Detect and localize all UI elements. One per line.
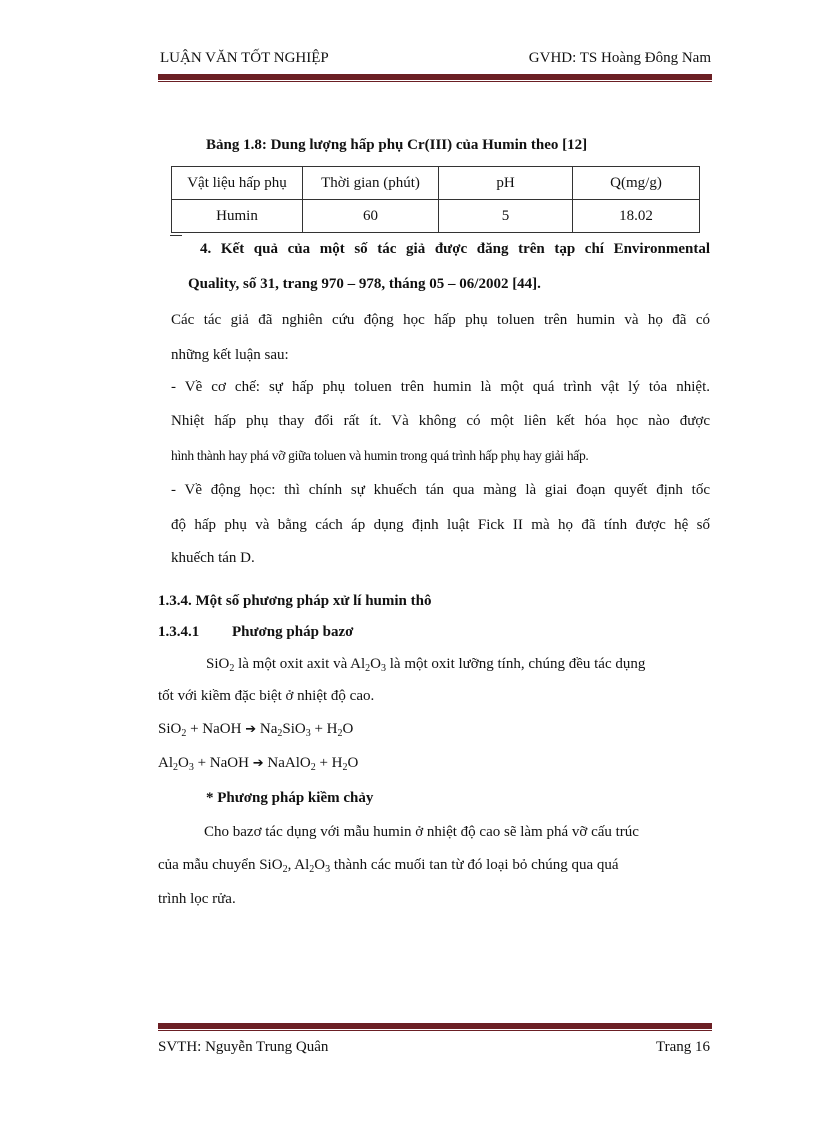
subscript: 3 — [381, 663, 387, 674]
table-header-row — [172, 167, 700, 200]
paragraph-line: - Về động học: thì chính sự khuếch tán qua màng là giai đoạn quyết định tốc — [171, 482, 710, 498]
table-corner-stub — [170, 235, 182, 236]
header-divider — [158, 74, 712, 80]
text-run: là một oxit lưỡng tính, chúng đều tác dụng — [386, 656, 646, 672]
text-run: + H — [310, 721, 338, 737]
paragraph-line: khuếch tán D. — [171, 550, 255, 566]
sio2-text-line2: tốt với kiềm đặc biệt ở nhiệt độ cao. — [158, 688, 375, 704]
paragraph-line: - Về cơ chế: sự hấp phụ toluen trên humin là một quá trình vật lý tỏa nhiệt. — [171, 379, 710, 395]
subscript: 2 — [337, 728, 343, 739]
text-run: của mẫu chuyển SiO — [158, 857, 283, 873]
text-run: SiO — [206, 656, 230, 672]
footer-author: SVTH: Nguyễn Trung Quân — [158, 1039, 329, 1055]
table-caption: Bảng 1.8: Dung lượng hấp phụ Cr(III) của Humin theo [12] — [206, 137, 588, 153]
paragraph-line: Các tác giả đã nghiên cứu động học hấp phụ toluen trên humin và họ đã có — [171, 312, 710, 328]
subscript: 2 — [282, 864, 288, 875]
final-paragraph-line3: trình lọc rửa. — [158, 891, 236, 907]
arrow-icon: ➔ — [252, 756, 264, 771]
subscript: 2 — [309, 864, 315, 875]
paragraph-line: hình thành hay phá vỡ giữa toluen và humin trong quá trình hấp phụ hay giải hấp. — [171, 448, 589, 463]
equation-sio2 — [158, 721, 353, 738]
subscript: 2 — [277, 728, 283, 739]
text-run: , Al — [287, 857, 310, 873]
subscript: 2 — [173, 762, 178, 773]
text-run: Na — [256, 721, 278, 737]
subscript: 3 — [305, 728, 311, 739]
text-run: SiO — [282, 721, 306, 737]
sio2-text-line1 — [206, 656, 645, 673]
section-title-1-3-4-1: Phương pháp bazơ — [232, 624, 354, 640]
text-run: + NaOH — [186, 721, 246, 737]
equation-al2o3 — [158, 755, 358, 772]
table-header-cell: Thời gian (phút) — [303, 167, 439, 200]
text-run: SiO — [158, 721, 182, 737]
table-cell: 5 — [439, 200, 573, 233]
table-cell: 60 — [303, 200, 439, 233]
header-title: LUẬN VĂN TỐT NGHIỆP — [160, 50, 329, 66]
header-advisor: GVHD: TS Hoàng Đông Nam — [528, 50, 711, 66]
paragraph-line: độ hấp phụ và bằng cách áp dụng định luật Fick II mà họ đã tính được hệ số — [171, 517, 710, 533]
subheading-alkali-fusion: * Phương pháp kiềm chảy — [206, 790, 374, 806]
section-4-heading-line1: 4. Kết quả của một số tác giả được đăng trên tạp chí Environmental — [200, 241, 710, 257]
text-run: Al — [158, 755, 173, 771]
text-run: + NaOH — [193, 755, 253, 771]
section-heading-1-3-4: 1.3.4. Một số phương pháp xử lí humin thô — [158, 593, 432, 609]
text-run: O — [178, 755, 189, 771]
table-row — [172, 200, 700, 233]
adsorption-table — [171, 166, 700, 233]
section-number-1-3-4-1: 1.3.4.1 — [158, 624, 200, 640]
subscript: 3 — [188, 762, 194, 773]
text-run: NaAlO — [263, 755, 311, 771]
paragraph-line: Nhiệt hấp phụ thay đổi rất ít. Và không có một liên kết hóa học nào được — [171, 413, 710, 429]
table-header-cell: pH — [439, 167, 573, 200]
header-divider-thin — [158, 81, 712, 82]
subscript: 2 — [365, 663, 371, 674]
subscript: 2 — [342, 762, 348, 773]
footer-divider — [158, 1023, 712, 1029]
final-paragraph-line1: Cho bazơ tác dụng với mẫu humin ở nhiệt độ cao sẽ làm phá vỡ cấu trúc — [204, 824, 639, 840]
subscript: 2 — [181, 728, 187, 739]
text-run: O — [347, 755, 359, 771]
text-run: thành các muối tan từ đó loại bỏ chúng qua quá — [330, 857, 619, 873]
text-run: O — [370, 656, 382, 672]
table-header-cell: Q(mg/g) — [573, 167, 700, 200]
page-number: Trang 16 — [655, 1039, 710, 1055]
table-cell: 18.02 — [573, 200, 700, 233]
table-cell: Humin — [172, 200, 303, 233]
subscript: 2 — [310, 762, 316, 773]
text-run: O — [314, 857, 326, 873]
arrow-icon: ➔ — [245, 722, 257, 737]
subscript: 2 — [229, 663, 235, 674]
text-run: O — [342, 721, 354, 737]
footer-divider-thin — [158, 1030, 712, 1031]
paragraph-line: những kết luận sau: — [171, 347, 289, 363]
text-run: là một oxit axit và Al — [234, 656, 366, 672]
subscript: 3 — [325, 864, 331, 875]
final-paragraph-line2 — [158, 857, 619, 874]
text-run: + H — [315, 755, 343, 771]
section-4-heading-line2: Quality, số 31, trang 970 – 978, tháng 05 – 06/2002 [44]. — [188, 276, 541, 292]
table-header-cell: Vật liệu hấp phụ — [172, 167, 303, 200]
